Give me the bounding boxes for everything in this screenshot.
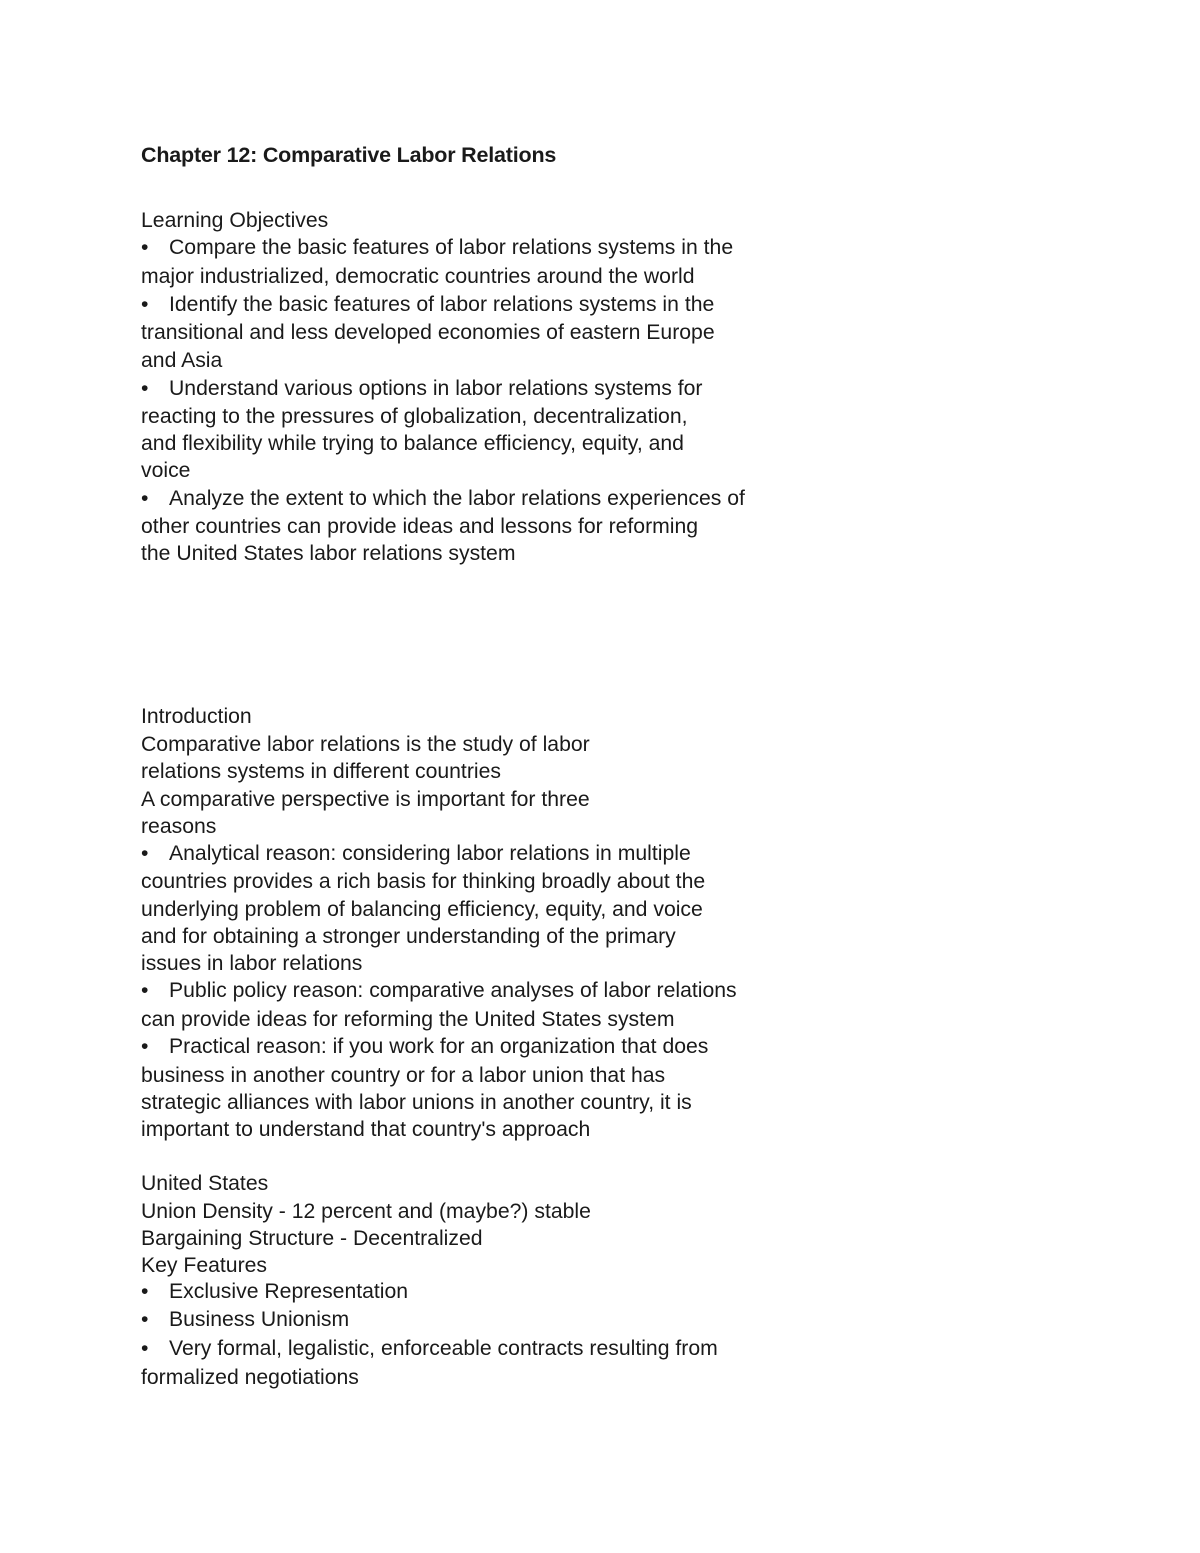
line-text: the United States labor relations system — [141, 542, 516, 565]
line-text: Identify the basic features of labor relations systems in the — [169, 293, 715, 316]
line-text: underlying problem of balancing efficiency, equity, and voice — [141, 898, 703, 921]
line-text: Comparative labor relations is the study of labor — [141, 733, 590, 756]
text-line — [141, 1253, 267, 1279]
line-text: other countries can provide ideas and lessons for reforming — [141, 515, 699, 538]
line-text: and flexibility while trying to balance efficiency, equity, and — [141, 432, 684, 455]
chapter-title: Chapter 12: Comparative Labor Relations — [141, 143, 557, 167]
bullet-icon: • — [141, 236, 149, 259]
text-line — [141, 787, 590, 813]
bullet-icon: • — [141, 1280, 149, 1303]
text-line — [141, 1090, 692, 1116]
line-text: Union Density - 12 percent and (maybe?) stable — [141, 1200, 591, 1223]
section-heading: Learning Objectives — [141, 209, 329, 232]
bullet-line — [141, 1307, 349, 1333]
line-text: Bargaining Structure - Decentralized — [141, 1227, 483, 1250]
bullet-icon: • — [141, 377, 149, 400]
text-line — [141, 1117, 590, 1143]
bullet-line — [141, 841, 691, 867]
bullet-icon: • — [141, 1308, 149, 1331]
bullet-icon: • — [141, 487, 149, 510]
line-text: Analytical reason: considering labor relations in multiple — [169, 842, 691, 865]
bullet-line — [141, 292, 714, 318]
text-line — [141, 951, 362, 977]
bullet-line — [141, 1336, 718, 1362]
bullet-icon: • — [141, 1337, 149, 1360]
line-text: countries provides a rich basis for thinking broadly about the — [141, 870, 706, 893]
text-line — [141, 1226, 483, 1252]
text-line — [141, 458, 190, 484]
text-line — [141, 1063, 665, 1089]
line-text: Practical reason: if you work for an organization that does — [169, 1035, 709, 1058]
text-line — [141, 431, 684, 457]
line-text: issues in labor relations — [141, 952, 363, 975]
line-text: Public policy reason: comparative analyses of labor relations — [169, 979, 737, 1002]
line-text: and Asia — [141, 349, 223, 372]
bullet-icon: • — [141, 979, 149, 1002]
text-line — [141, 924, 676, 950]
text-line — [141, 759, 501, 785]
line-text: reacting to the pressures of globalization, decentralization, — [141, 405, 688, 428]
bullet-line — [141, 978, 737, 1004]
text-line — [141, 869, 705, 895]
bullet-icon: • — [141, 842, 149, 865]
line-text: and for obtaining a stronger understanding of the primary — [141, 925, 676, 948]
line-text: Understand various options in labor relations systems for — [169, 377, 703, 400]
line-text: transitional and less developed economies of eastern Europe — [141, 321, 715, 344]
bullet-line — [141, 486, 745, 512]
bullet-line — [141, 235, 733, 261]
bullet-icon: • — [141, 293, 149, 316]
text-line — [141, 732, 590, 758]
text-line — [141, 541, 516, 567]
line-text: Compare the basic features of labor relations systems in the — [169, 236, 734, 259]
line-text: A comparative perspective is important for three — [141, 788, 590, 811]
line-text: Very formal, legalistic, enforceable contracts resulting from — [169, 1337, 718, 1360]
line-text: formalized negotiations — [141, 1366, 359, 1389]
line-text: major industrialized, democratic countries around the world — [141, 265, 695, 288]
section-heading: United States — [141, 1172, 269, 1195]
bullet-line — [141, 376, 702, 402]
section-heading: Introduction — [141, 705, 252, 728]
bullet-icon: • — [141, 1035, 149, 1058]
text-line — [141, 814, 216, 840]
text-line — [141, 1007, 674, 1033]
line-text: voice — [141, 459, 191, 482]
line-text: Business Unionism — [169, 1308, 350, 1331]
text-line — [141, 404, 688, 430]
line-text: Exclusive Representation — [169, 1280, 409, 1303]
text-line — [141, 897, 703, 923]
bullet-line — [141, 1034, 708, 1060]
line-text: relations systems in different countries — [141, 760, 501, 783]
line-text: can provide ideas for reforming the United States system — [141, 1008, 675, 1031]
line-text: reasons — [141, 815, 217, 838]
line-text: Key Features — [141, 1254, 268, 1277]
text-line — [141, 1199, 591, 1225]
line-text: business in another country or for a labor union that has — [141, 1064, 666, 1087]
text-line — [141, 264, 695, 290]
text-line — [141, 320, 715, 346]
line-text: Analyze the extent to which the labor relations experiences of — [169, 487, 745, 510]
text-line — [141, 514, 698, 540]
line-text: important to understand that country's approach — [141, 1118, 591, 1141]
text-line — [141, 348, 222, 374]
text-line — [141, 1365, 359, 1391]
bullet-line — [141, 1279, 408, 1305]
line-text: strategic alliances with labor unions in another country, it is — [141, 1091, 692, 1114]
